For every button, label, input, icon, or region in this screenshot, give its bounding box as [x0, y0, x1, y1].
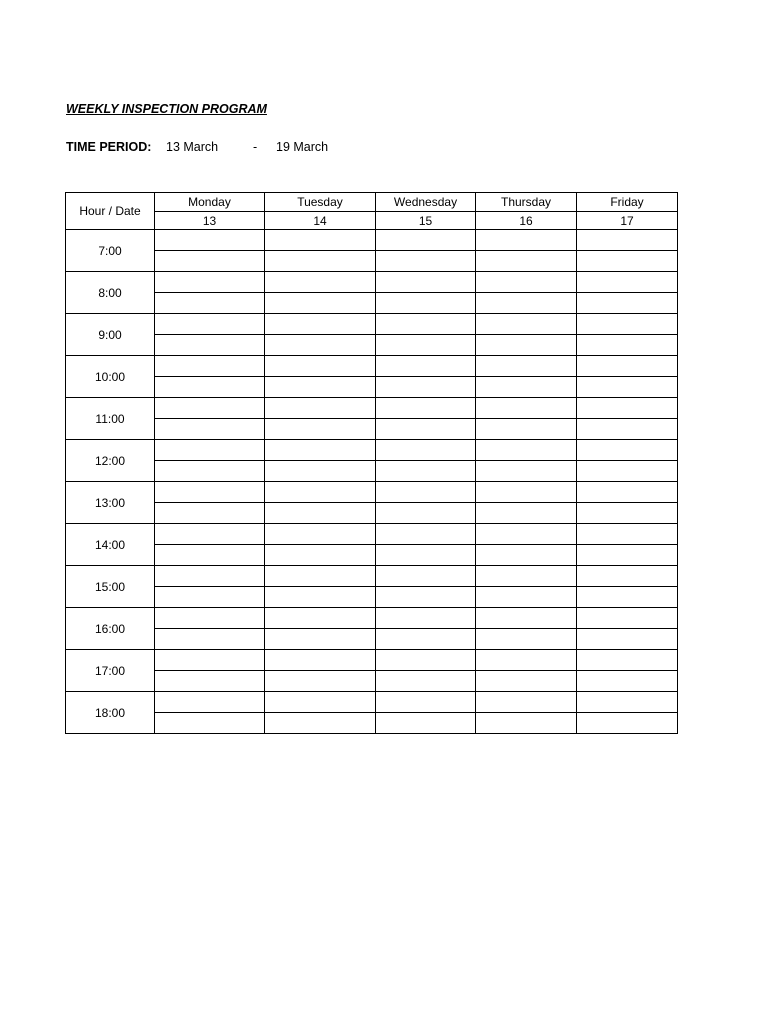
schedule-cell[interactable] [577, 629, 678, 650]
schedule-cell[interactable] [265, 650, 376, 671]
schedule-cell[interactable] [476, 251, 577, 272]
hour-slot-row [66, 608, 678, 629]
hour-label: 13:00 [66, 482, 155, 524]
schedule-cell[interactable] [577, 692, 678, 713]
schedule-cell[interactable] [265, 272, 376, 293]
schedule-cell[interactable] [376, 545, 476, 566]
schedule-cell[interactable] [577, 335, 678, 356]
schedule-cell[interactable] [376, 377, 476, 398]
schedule-cell[interactable] [155, 692, 265, 713]
schedule-cell[interactable] [265, 608, 376, 629]
document-title: WEEKLY INSPECTION PROGRAM [66, 102, 267, 116]
schedule-cell[interactable] [577, 671, 678, 692]
date-header-friday: 17 [577, 212, 678, 230]
schedule-cell[interactable] [577, 272, 678, 293]
schedule-cell[interactable] [577, 293, 678, 314]
hour-slot-row [66, 713, 678, 734]
schedule-cell[interactable] [155, 503, 265, 524]
date-header-tuesday: 14 [265, 212, 376, 230]
schedule-cell[interactable] [155, 629, 265, 650]
schedule-cell[interactable] [376, 461, 476, 482]
schedule-cell[interactable] [155, 356, 265, 377]
schedule-cell[interactable] [265, 482, 376, 503]
hour-slot-row [66, 398, 678, 419]
schedule-cell[interactable] [376, 713, 476, 734]
schedule-cell[interactable] [265, 356, 376, 377]
schedule-cell[interactable] [476, 692, 577, 713]
hour-label: 12:00 [66, 440, 155, 482]
time-period-start: 13 March [166, 140, 219, 154]
schedule-cell[interactable] [476, 293, 577, 314]
schedule-cell[interactable] [155, 524, 265, 545]
date-header-monday: 13 [155, 212, 265, 230]
schedule-cell[interactable] [376, 608, 476, 629]
schedule-cell[interactable] [376, 230, 476, 251]
schedule-cell[interactable] [155, 293, 265, 314]
hour-slot-row [66, 629, 678, 650]
schedule-cell[interactable] [265, 335, 376, 356]
time-period-end: 19 March [276, 140, 329, 154]
hour-label: 10:00 [66, 356, 155, 398]
schedule-cell[interactable] [476, 482, 577, 503]
schedule-cell[interactable] [577, 608, 678, 629]
schedule-cell[interactable] [577, 356, 678, 377]
hour-slot-row [66, 419, 678, 440]
schedule-cell[interactable] [155, 545, 265, 566]
hour-label: 18:00 [66, 692, 155, 734]
schedule-cell[interactable] [476, 335, 577, 356]
schedule-cell[interactable] [265, 461, 376, 482]
hour-label: 11:00 [66, 398, 155, 440]
schedule-cell[interactable] [265, 587, 376, 608]
hour-slot-row [66, 692, 678, 713]
schedule-cell[interactable] [155, 272, 265, 293]
schedule-cell[interactable] [155, 461, 265, 482]
corner-header: Hour / Date [66, 193, 155, 230]
schedule-cell[interactable] [376, 671, 476, 692]
schedule-cell[interactable] [265, 398, 376, 419]
schedule-cell[interactable] [376, 314, 476, 335]
hour-slot-row [66, 482, 678, 503]
schedule-cell[interactable] [376, 251, 476, 272]
header-row-days [66, 193, 678, 212]
schedule-cell[interactable] [376, 293, 476, 314]
day-header-tuesday: Tuesday [265, 193, 376, 212]
schedule-cell[interactable] [577, 503, 678, 524]
schedule-cell[interactable] [376, 524, 476, 545]
day-header-monday: Monday [155, 193, 265, 212]
schedule-cell[interactable] [376, 692, 476, 713]
date-header-wednesday: 15 [376, 212, 476, 230]
schedule-cell[interactable] [155, 398, 265, 419]
schedule-cell[interactable] [265, 713, 376, 734]
hour-slot-row [66, 440, 678, 461]
schedule-cell[interactable] [265, 293, 376, 314]
schedule-cell[interactable] [476, 545, 577, 566]
day-header-thursday: Thursday [476, 193, 577, 212]
schedule-cell[interactable] [476, 419, 577, 440]
schedule-cell[interactable] [577, 440, 678, 461]
schedule-cell[interactable] [476, 608, 577, 629]
day-header-friday: Friday [577, 193, 678, 212]
inspection-schedule-table [65, 192, 678, 734]
hour-label: 15:00 [66, 566, 155, 608]
schedule-cell[interactable] [476, 650, 577, 671]
schedule-cell[interactable] [376, 440, 476, 461]
schedule-cell[interactable] [577, 524, 678, 545]
hour-label: 17:00 [66, 650, 155, 692]
schedule-cell[interactable] [265, 629, 376, 650]
schedule-cell[interactable] [376, 566, 476, 587]
hour-slot-row [66, 293, 678, 314]
schedule-cell[interactable] [265, 671, 376, 692]
schedule-cell[interactable] [577, 251, 678, 272]
schedule-cell[interactable] [376, 482, 476, 503]
schedule-body [66, 230, 678, 734]
hour-slot-row [66, 356, 678, 377]
schedule-cell[interactable] [577, 314, 678, 335]
schedule-cell[interactable] [577, 713, 678, 734]
hour-slot-row [66, 272, 678, 293]
schedule-cell[interactable] [155, 335, 265, 356]
schedule-cell[interactable] [155, 587, 265, 608]
day-header-wednesday: Wednesday [376, 193, 476, 212]
schedule-cell[interactable] [577, 398, 678, 419]
schedule-cell[interactable] [376, 650, 476, 671]
schedule-cell[interactable] [476, 524, 577, 545]
schedule-cell[interactable] [265, 524, 376, 545]
schedule-cell[interactable] [577, 566, 678, 587]
schedule-cell[interactable] [155, 251, 265, 272]
schedule-cell[interactable] [155, 440, 265, 461]
schedule-cell[interactable] [376, 503, 476, 524]
schedule-cell[interactable] [376, 398, 476, 419]
schedule-cell[interactable] [577, 419, 678, 440]
schedule-cell[interactable] [155, 566, 265, 587]
hour-label: 7:00 [66, 230, 155, 272]
schedule-cell[interactable] [476, 713, 577, 734]
schedule-cell[interactable] [376, 272, 476, 293]
hour-slot-row [66, 671, 678, 692]
schedule-cell[interactable] [476, 629, 577, 650]
schedule-cell[interactable] [155, 377, 265, 398]
schedule-cell[interactable] [577, 482, 678, 503]
hour-slot-row [66, 587, 678, 608]
schedule-cell[interactable] [376, 419, 476, 440]
schedule-cell[interactable] [376, 587, 476, 608]
hour-label: 9:00 [66, 314, 155, 356]
schedule-cell[interactable] [155, 482, 265, 503]
hour-slot-row [66, 251, 678, 272]
hour-slot-row [66, 503, 678, 524]
schedule-cell[interactable] [476, 566, 577, 587]
schedule-cell[interactable] [476, 587, 577, 608]
schedule-cell[interactable] [265, 545, 376, 566]
hour-label: 8:00 [66, 272, 155, 314]
hour-slot-row [66, 650, 678, 671]
hour-slot-row [66, 377, 678, 398]
hour-slot-row [66, 335, 678, 356]
schedule-cell[interactable] [265, 566, 376, 587]
schedule-cell[interactable] [265, 230, 376, 251]
schedule-cell[interactable] [577, 230, 678, 251]
schedule-cell[interactable] [155, 230, 265, 251]
schedule-cell[interactable] [155, 713, 265, 734]
schedule-cell[interactable] [376, 335, 476, 356]
hour-slot-row [66, 461, 678, 482]
hour-slot-row [66, 566, 678, 587]
schedule-cell[interactable] [155, 419, 265, 440]
schedule-cell[interactable] [476, 230, 577, 251]
header-row-dates [66, 212, 678, 230]
schedule-cell[interactable] [476, 671, 577, 692]
schedule-cell[interactable] [265, 314, 376, 335]
schedule-cell[interactable] [265, 692, 376, 713]
schedule-cell[interactable] [577, 377, 678, 398]
schedule-cell[interactable] [155, 650, 265, 671]
hour-slot-row [66, 230, 678, 251]
hour-label: 14:00 [66, 524, 155, 566]
schedule-cell[interactable] [265, 419, 376, 440]
schedule-cell[interactable] [476, 461, 577, 482]
schedule-cell[interactable] [476, 272, 577, 293]
schedule-cell[interactable] [376, 356, 476, 377]
schedule-cell[interactable] [577, 545, 678, 566]
schedule-cell[interactable] [265, 377, 376, 398]
schedule-cell[interactable] [155, 314, 265, 335]
hour-slot-row [66, 545, 678, 566]
time-period-label: TIME PERIOD: [66, 140, 152, 154]
time-period-separator: - [253, 140, 258, 154]
date-header-thursday: 16 [476, 212, 577, 230]
schedule-cell[interactable] [155, 671, 265, 692]
schedule-cell[interactable] [265, 251, 376, 272]
schedule-cell[interactable] [577, 587, 678, 608]
hour-slot-row [66, 524, 678, 545]
schedule-cell[interactable] [476, 314, 577, 335]
schedule-cell[interactable] [476, 377, 577, 398]
schedule-cell[interactable] [376, 629, 476, 650]
schedule-cell[interactable] [476, 356, 577, 377]
schedule-cell[interactable] [476, 440, 577, 461]
schedule-cell[interactable] [577, 650, 678, 671]
schedule-cell[interactable] [155, 608, 265, 629]
schedule-cell[interactable] [265, 440, 376, 461]
schedule-cell[interactable] [577, 461, 678, 482]
schedule-cell[interactable] [265, 503, 376, 524]
schedule-cell[interactable] [476, 503, 577, 524]
schedule-cell[interactable] [476, 398, 577, 419]
hour-label: 16:00 [66, 608, 155, 650]
hour-slot-row [66, 314, 678, 335]
